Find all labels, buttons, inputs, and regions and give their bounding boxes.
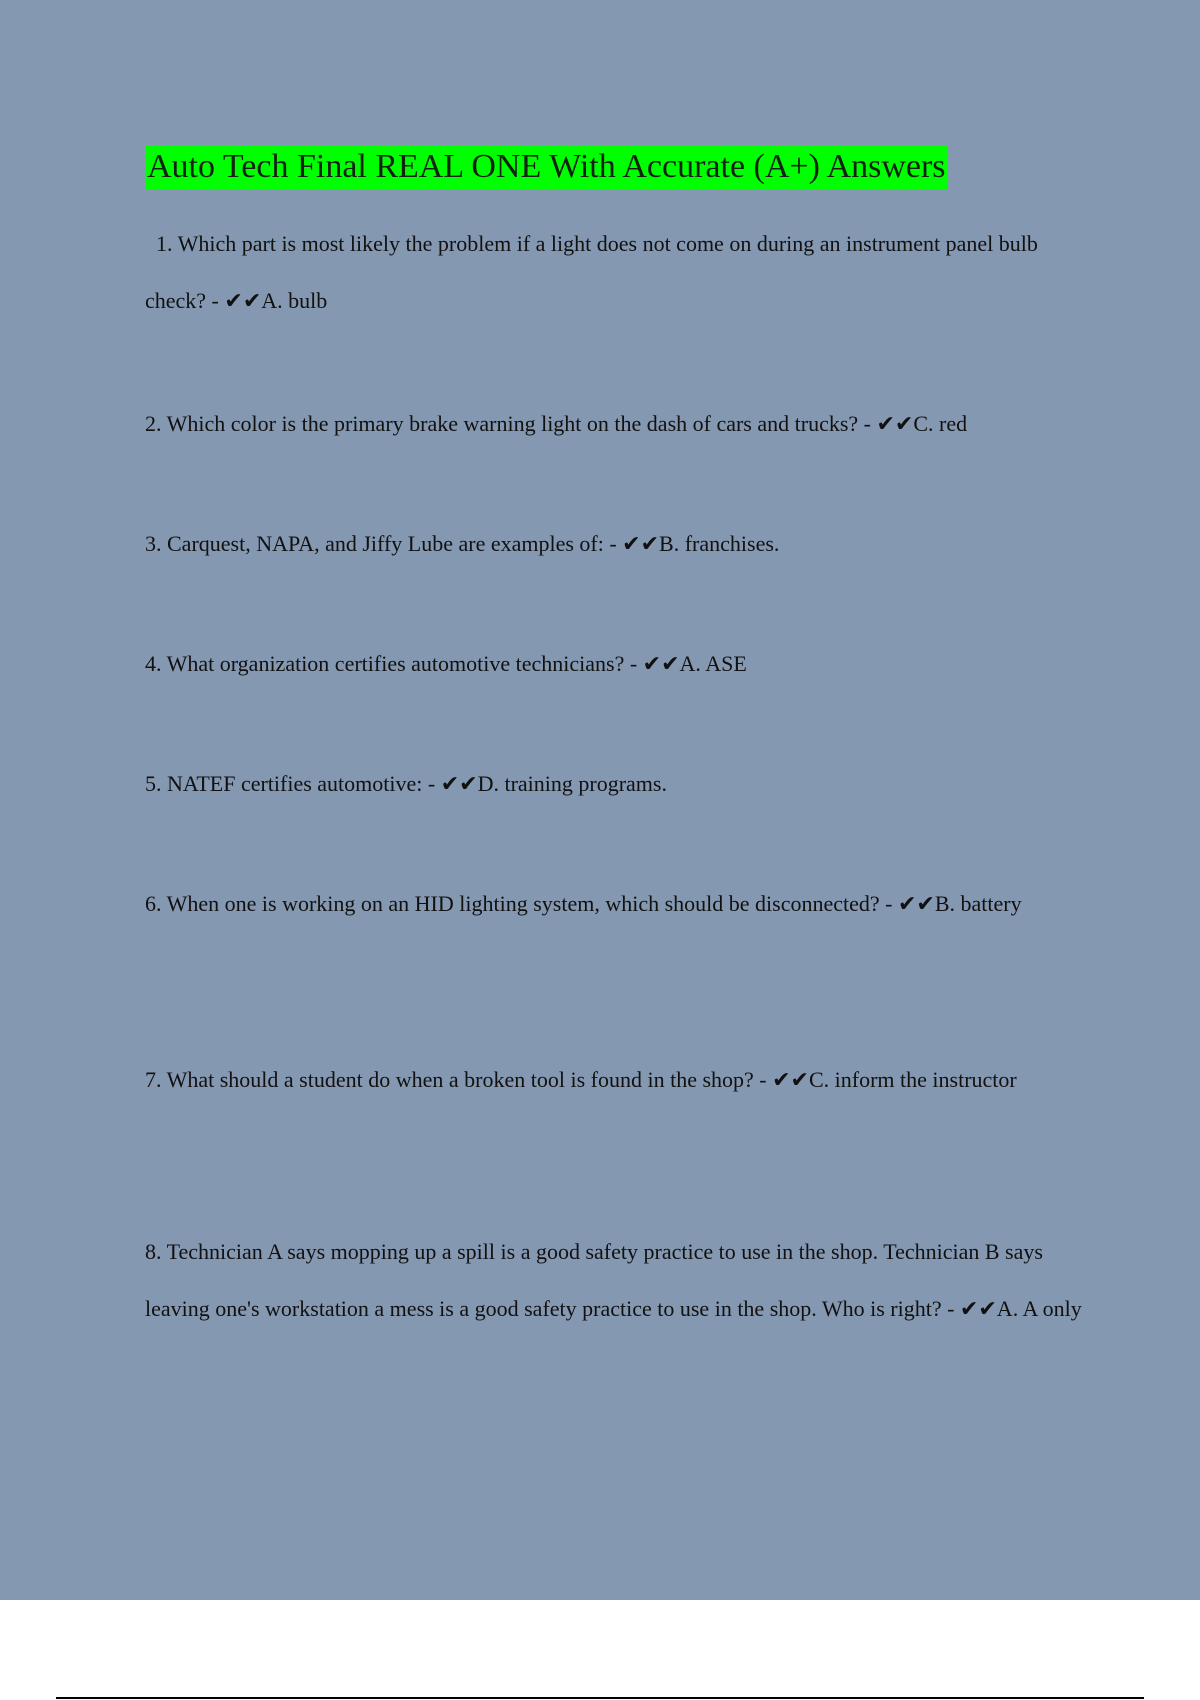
- question-8: 8. Technician A says mopping up a spill is a good safety practice to use in the shop. Technician B says leaving one's workstation a mess is a good safety practice to use in the shop. Who is right? - ✔✔A. A only: [145, 1239, 1082, 1321]
- question-7: 7. What should a student do when a broken tool is found in the shop? - ✔✔C. inform the instructor: [145, 1067, 1017, 1092]
- footer-divider: [56, 1697, 1144, 1699]
- question-1: 1. Which part is most likely the problem if a light does not come on during an instrument panel bulb check? - ✔✔A. bulb: [145, 231, 1044, 313]
- question-5: 5. NATEF certifies automotive: - ✔✔D. training programs.: [145, 771, 667, 796]
- question-3: 3. Carquest, NAPA, and Jiffy Lube are examples of: - ✔✔B. franchises.: [145, 531, 780, 556]
- question-4: 4. What organization certifies automotive technicians? - ✔✔A. ASE: [145, 651, 747, 676]
- question-6: 6. When one is working on an HID lighting system, which should be disconnected? - ✔✔B. battery: [145, 891, 1022, 916]
- question-2: 2. Which color is the primary brake warning light on the dash of cars and trucks? - ✔✔C. red: [145, 411, 968, 436]
- document-title: Auto Tech Final REAL ONE With Accurate (A+) Answers: [145, 145, 948, 189]
